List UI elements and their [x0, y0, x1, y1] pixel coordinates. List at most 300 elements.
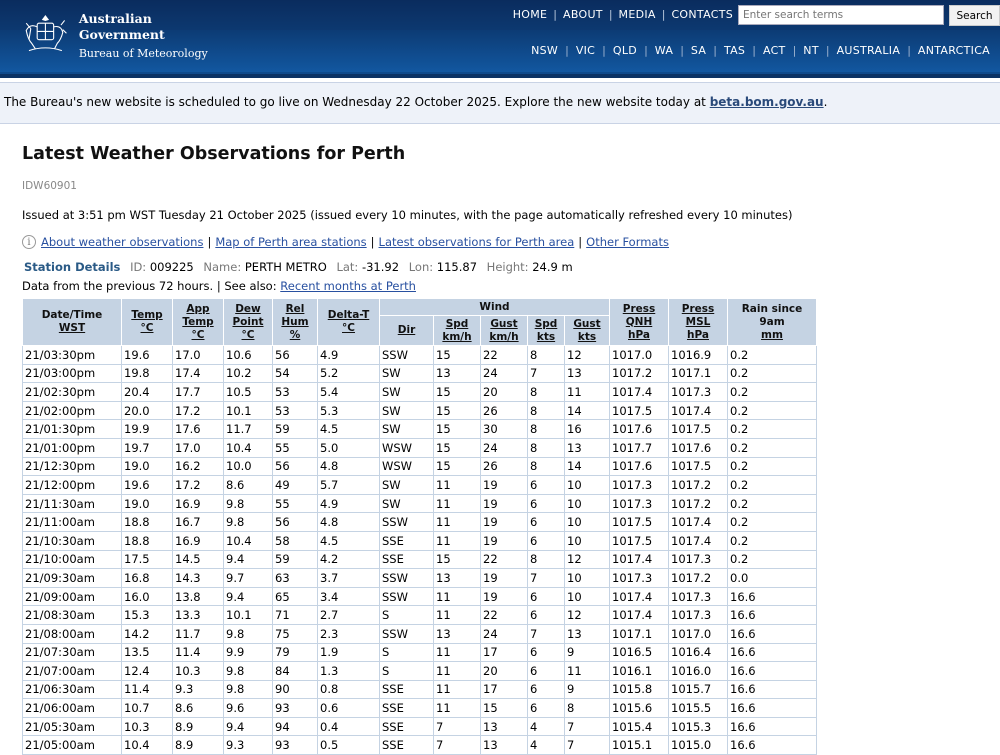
cell-app-temp: 11.4 — [173, 643, 224, 662]
cell-press-msl: 1016.4 — [669, 643, 728, 662]
cell-rel-hum: 54 — [273, 364, 318, 383]
nav-separator: | — [565, 44, 569, 57]
cell-wind-spd-kmh: 7 — [434, 717, 481, 736]
cell-wind-gust-kts: 13 — [565, 364, 610, 383]
station-lat: -31.92 — [361, 260, 400, 274]
header-datetime[interactable]: Date/Time WST — [23, 299, 122, 346]
region-australia[interactable]: AUSTRALIA — [836, 44, 901, 57]
cell-dew-point: 9.4 — [224, 550, 273, 569]
nav-separator: | — [644, 44, 648, 57]
station-id-label: ID: — [130, 260, 147, 274]
region-vic[interactable]: VIC — [575, 44, 596, 57]
cell-rain: 0.2 — [728, 476, 817, 495]
table-row — [23, 550, 817, 569]
cell-press-qnh: 1015.4 — [610, 717, 669, 736]
cell-rel-hum: 53 — [273, 401, 318, 420]
cell-wind-spd-kts: 6 — [528, 513, 565, 532]
cell-wind-spd-kmh: 11 — [434, 513, 481, 532]
cell-wind-dir: SSW — [380, 513, 434, 532]
table-row — [23, 346, 817, 365]
cell-press-msl: 1015.3 — [669, 717, 728, 736]
cell-delta-t: 4.8 — [318, 513, 380, 532]
cell-press-qnh: 1016.1 — [610, 662, 669, 681]
header-wind-spd-kmh[interactable]: Spd km/h — [434, 316, 481, 346]
cell-temp: 19.9 — [122, 420, 173, 439]
cell-delta-t: 0.5 — [318, 736, 380, 755]
station-details-label: Station Details — [24, 260, 121, 274]
cell-delta-t: 4.8 — [318, 457, 380, 476]
cell-wind-gust-kmh: 26 — [481, 457, 528, 476]
cell-wind-gust-kts: 10 — [565, 513, 610, 532]
cell-app-temp: 10.3 — [173, 662, 224, 681]
cell-delta-t: 4.5 — [318, 531, 380, 550]
cell-wind-spd-kmh: 11 — [434, 680, 481, 699]
cell-press-qnh: 1017.7 — [610, 438, 669, 457]
page-title: Latest Weather Observations for Perth — [22, 144, 406, 164]
cell-wind-dir: SW — [380, 383, 434, 402]
cell-app-temp: 17.7 — [173, 383, 224, 402]
cell-wind-gust-kts: 8 — [565, 699, 610, 718]
cell-dew-point: 9.8 — [224, 494, 273, 513]
station-lon: 115.87 — [436, 260, 478, 274]
region-nsw[interactable]: NSW — [531, 44, 559, 57]
cell-datetime: 21/10:00am — [23, 550, 122, 569]
cell-app-temp: 17.4 — [173, 364, 224, 383]
cell-temp: 18.8 — [122, 513, 173, 532]
cell-wind-spd-kts: 8 — [528, 346, 565, 365]
cell-wind-gust-kmh: 22 — [481, 606, 528, 625]
cell-wind-spd-kts: 6 — [528, 531, 565, 550]
nav-about[interactable]: ABOUT — [563, 8, 603, 21]
cell-delta-t: 5.0 — [318, 438, 380, 457]
cell-app-temp: 9.3 — [173, 680, 224, 699]
notice-text: The Bureau's new website is scheduled to go live on Wednesday 22 October 2025. Explore the new website today at — [4, 95, 710, 109]
region-antarctica[interactable]: ANTARCTICA — [917, 44, 990, 57]
cell-datetime: 21/11:00am — [23, 513, 122, 532]
cell-wind-gust-kmh: 19 — [481, 587, 528, 606]
nav-media[interactable]: MEDIA — [618, 8, 656, 21]
cell-wind-gust-kmh: 17 — [481, 680, 528, 699]
cell-rain: 0.0 — [728, 569, 817, 588]
data-from-label: Data from the previous 72 hours. | See also: — [22, 279, 281, 293]
cell-wind-gust-kmh: 24 — [481, 438, 528, 457]
cell-press-msl: 1017.1 — [669, 364, 728, 383]
region-act[interactable]: ACT — [762, 44, 786, 57]
cell-wind-dir: S — [380, 606, 434, 625]
cell-temp: 19.7 — [122, 438, 173, 457]
cell-press-msl: 1017.4 — [669, 531, 728, 550]
cell-press-qnh: 1017.5 — [610, 513, 669, 532]
cell-wind-gust-kmh: 17 — [481, 643, 528, 662]
cell-wind-spd-kts: 8 — [528, 457, 565, 476]
cell-rel-hum: 55 — [273, 494, 318, 513]
cell-wind-gust-kmh: 24 — [481, 624, 528, 643]
cell-delta-t: 2.3 — [318, 624, 380, 643]
cell-rel-hum: 56 — [273, 346, 318, 365]
link-separator: | — [370, 235, 375, 249]
cell-dew-point: 10.0 — [224, 457, 273, 476]
cell-delta-t: 2.7 — [318, 606, 380, 625]
cell-press-msl: 1017.5 — [669, 420, 728, 439]
cell-temp: 15.3 — [122, 606, 173, 625]
cell-temp: 20.0 — [122, 401, 173, 420]
cell-rel-hum: 65 — [273, 587, 318, 606]
cell-wind-spd-kmh: 11 — [434, 662, 481, 681]
cell-rain: 16.6 — [728, 606, 817, 625]
cell-press-msl: 1017.3 — [669, 550, 728, 569]
cell-rel-hum: 93 — [273, 699, 318, 718]
cell-rain: 0.2 — [728, 364, 817, 383]
cell-wind-spd-kts: 4 — [528, 736, 565, 755]
cell-wind-gust-kts: 14 — [565, 457, 610, 476]
cell-wind-dir: WSW — [380, 457, 434, 476]
cell-wind-gust-kmh: 20 — [481, 383, 528, 402]
cell-rain: 16.6 — [728, 736, 817, 755]
cell-wind-spd-kmh: 13 — [434, 624, 481, 643]
cell-app-temp: 16.9 — [173, 494, 224, 513]
cell-rain: 0.2 — [728, 550, 817, 569]
cell-rel-hum: 56 — [273, 457, 318, 476]
cell-wind-spd-kts: 8 — [528, 438, 565, 457]
nav-separator: | — [907, 44, 911, 57]
cell-delta-t: 3.4 — [318, 587, 380, 606]
header-dew-point[interactable]: Dew Point °C — [224, 299, 273, 346]
search-button[interactable]: Search — [949, 5, 1000, 26]
info-links — [22, 235, 669, 249]
cell-wind-spd-kts: 6 — [528, 606, 565, 625]
cell-delta-t: 0.6 — [318, 699, 380, 718]
region-qld[interactable]: QLD — [612, 44, 638, 57]
cell-rel-hum: 49 — [273, 476, 318, 495]
cell-rain: 0.2 — [728, 457, 817, 476]
nav-contacts[interactable]: CONTACTS — [671, 8, 733, 21]
beta-site-link[interactable]: beta.bom.gov.au — [709, 95, 824, 109]
cell-temp: 18.8 — [122, 531, 173, 550]
cell-press-qnh: 1015.1 — [610, 736, 669, 755]
cell-temp: 19.6 — [122, 346, 173, 365]
cell-press-qnh: 1017.4 — [610, 587, 669, 606]
recent-months-link[interactable]: Recent months at Perth — [280, 279, 416, 293]
table-row — [23, 699, 817, 718]
cell-wind-gust-kmh: 19 — [481, 569, 528, 588]
government-name: Australian Government — [78, 10, 165, 42]
cell-wind-spd-kmh: 15 — [434, 457, 481, 476]
region-nt[interactable]: NT — [803, 44, 819, 57]
cell-wind-spd-kmh: 11 — [434, 531, 481, 550]
header-wind-gust-kts[interactable]: Gust kts — [565, 316, 610, 346]
cell-wind-gust-kts: 12 — [565, 606, 610, 625]
cell-temp: 19.8 — [122, 364, 173, 383]
cell-wind-gust-kts: 10 — [565, 476, 610, 495]
cell-press-qnh: 1017.6 — [610, 420, 669, 439]
link-separator: | — [578, 235, 583, 249]
cell-datetime: 21/03:00pm — [23, 364, 122, 383]
cell-wind-gust-kts: 10 — [565, 531, 610, 550]
cell-rain: 0.2 — [728, 513, 817, 532]
cell-wind-spd-kmh: 11 — [434, 643, 481, 662]
cell-rel-hum: 59 — [273, 550, 318, 569]
cell-wind-dir: SW — [380, 476, 434, 495]
cell-wind-dir: SSE — [380, 680, 434, 699]
data-from-text — [22, 279, 416, 293]
nav-separator: | — [752, 44, 756, 57]
station-height-label: Height: — [486, 260, 529, 274]
cell-dew-point: 9.4 — [224, 717, 273, 736]
header-rel-hum[interactable]: Rel Hum % — [273, 299, 318, 346]
cell-app-temp: 17.6 — [173, 420, 224, 439]
cell-wind-dir: SSW — [380, 624, 434, 643]
cell-press-qnh: 1017.5 — [610, 531, 669, 550]
cell-temp: 19.0 — [122, 494, 173, 513]
cell-rel-hum: 90 — [273, 680, 318, 699]
cell-press-msl: 1017.2 — [669, 476, 728, 495]
station-id: 009225 — [149, 260, 194, 274]
cell-wind-dir: SSW — [380, 346, 434, 365]
cell-wind-gust-kmh: 30 — [481, 420, 528, 439]
nav-separator: | — [825, 44, 830, 57]
link-separator: | — [207, 235, 212, 249]
cell-delta-t: 0.8 — [318, 680, 380, 699]
observations-table — [22, 298, 817, 755]
cell-delta-t: 4.5 — [318, 420, 380, 439]
cell-dew-point: 9.6 — [224, 699, 273, 718]
cell-wind-spd-kmh: 15 — [434, 383, 481, 402]
cell-rain: 0.2 — [728, 531, 817, 550]
cell-app-temp: 17.2 — [173, 476, 224, 495]
header-rain[interactable]: Rain since 9am mm — [728, 299, 817, 346]
cell-wind-gust-kts: 13 — [565, 624, 610, 643]
product-id: IDW60901 — [22, 180, 77, 192]
cell-rain: 16.6 — [728, 643, 817, 662]
cell-app-temp: 16.9 — [173, 531, 224, 550]
map-stations-link[interactable]: Map of Perth area stations — [215, 235, 367, 249]
new-website-notice — [0, 82, 1000, 124]
station-lon-label: Lon: — [408, 260, 434, 274]
cell-press-msl: 1016.9 — [669, 346, 728, 365]
cell-press-qnh: 1017.2 — [610, 364, 669, 383]
cell-rain: 0.2 — [728, 494, 817, 513]
latest-area-link[interactable]: Latest observations for Perth area — [378, 235, 575, 249]
cell-temp: 16.8 — [122, 569, 173, 588]
cell-press-msl: 1017.2 — [669, 569, 728, 588]
cell-dew-point: 10.6 — [224, 346, 273, 365]
cell-wind-dir: S — [380, 662, 434, 681]
header-wind-spd-kts[interactable]: Spd kts — [528, 316, 565, 346]
cell-wind-spd-kts: 6 — [528, 680, 565, 699]
cell-dew-point: 10.2 — [224, 364, 273, 383]
cell-wind-spd-kmh: 11 — [434, 476, 481, 495]
header-wind-dir[interactable]: Dir — [380, 316, 434, 346]
cell-app-temp: 8.9 — [173, 736, 224, 755]
nav-separator: | — [608, 8, 613, 21]
table-row — [23, 438, 817, 457]
cell-press-qnh: 1015.6 — [610, 699, 669, 718]
cell-datetime: 21/08:00am — [23, 624, 122, 643]
cell-wind-spd-kts: 7 — [528, 569, 565, 588]
table-row — [23, 624, 817, 643]
cell-datetime: 21/12:30pm — [23, 457, 122, 476]
cell-wind-gust-kmh: 15 — [481, 699, 528, 718]
cell-press-msl: 1017.4 — [669, 513, 728, 532]
coat-of-arms-icon — [18, 10, 73, 62]
cell-press-msl: 1017.2 — [669, 494, 728, 513]
cell-wind-spd-kts: 7 — [528, 364, 565, 383]
cell-dew-point: 8.6 — [224, 476, 273, 495]
station-lat-label: Lat: — [336, 260, 359, 274]
cell-press-qnh: 1017.3 — [610, 494, 669, 513]
cell-temp: 11.4 — [122, 680, 173, 699]
nav-separator: | — [792, 44, 797, 57]
table-row — [23, 662, 817, 681]
cell-dew-point: 9.8 — [224, 680, 273, 699]
header-app-temp[interactable]: App Temp °C — [173, 299, 224, 346]
cell-app-temp: 8.9 — [173, 717, 224, 736]
top-nav — [513, 8, 733, 21]
cell-rel-hum: 94 — [273, 717, 318, 736]
cell-dew-point: 9.3 — [224, 736, 273, 755]
cell-temp: 17.5 — [122, 550, 173, 569]
cell-wind-gust-kmh: 24 — [481, 364, 528, 383]
cell-rain: 16.6 — [728, 587, 817, 606]
observations-body — [23, 346, 817, 755]
header-press-qnh[interactable]: Press QNH hPa — [610, 299, 669, 346]
cell-dew-point: 9.8 — [224, 513, 273, 532]
cell-rain: 16.6 — [728, 717, 817, 736]
table-row — [23, 457, 817, 476]
cell-dew-point: 10.1 — [224, 606, 273, 625]
cell-wind-gust-kmh: 22 — [481, 550, 528, 569]
cell-press-qnh: 1017.6 — [610, 457, 669, 476]
cell-temp: 10.4 — [122, 736, 173, 755]
cell-datetime: 21/10:30am — [23, 531, 122, 550]
table-row — [23, 643, 817, 662]
cell-datetime: 21/01:00pm — [23, 438, 122, 457]
cell-wind-spd-kmh: 15 — [434, 550, 481, 569]
region-sa[interactable]: SA — [690, 44, 707, 57]
cell-rel-hum: 58 — [273, 531, 318, 550]
cell-app-temp: 8.6 — [173, 699, 224, 718]
cell-dew-point: 10.4 — [224, 531, 273, 550]
header-wind: Wind — [380, 299, 610, 316]
region-wa[interactable]: WA — [654, 44, 674, 57]
table-row — [23, 420, 817, 439]
cell-delta-t: 3.7 — [318, 569, 380, 588]
cell-delta-t: 5.7 — [318, 476, 380, 495]
cell-datetime: 21/07:30am — [23, 643, 122, 662]
station-name-label: Name: — [203, 260, 242, 274]
region-tas[interactable]: TAS — [723, 44, 746, 57]
cell-wind-spd-kmh: 11 — [434, 494, 481, 513]
search-input[interactable] — [738, 5, 944, 25]
cell-wind-spd-kts: 6 — [528, 494, 565, 513]
cell-rain: 16.6 — [728, 624, 817, 643]
cell-temp: 12.4 — [122, 662, 173, 681]
cell-press-qnh: 1017.0 — [610, 346, 669, 365]
cell-wind-spd-kts: 6 — [528, 662, 565, 681]
cell-datetime: 21/01:30pm — [23, 420, 122, 439]
cell-temp: 14.2 — [122, 624, 173, 643]
cell-rel-hum: 84 — [273, 662, 318, 681]
cell-rain: 16.6 — [728, 680, 817, 699]
cell-datetime: 21/09:30am — [23, 569, 122, 588]
cell-rel-hum: 63 — [273, 569, 318, 588]
table-row — [23, 717, 817, 736]
cell-app-temp: 14.5 — [173, 550, 224, 569]
table-row — [23, 401, 817, 420]
cell-delta-t: 0.4 — [318, 717, 380, 736]
cell-datetime: 21/02:00pm — [23, 401, 122, 420]
nav-separator: | — [680, 44, 684, 57]
cell-rain: 0.2 — [728, 401, 817, 420]
station-name: PERTH METRO — [244, 260, 327, 274]
cell-wind-gust-kmh: 26 — [481, 401, 528, 420]
cell-wind-dir: SW — [380, 401, 434, 420]
cell-wind-gust-kts: 7 — [565, 717, 610, 736]
site-logo[interactable] — [18, 10, 228, 62]
table-row — [23, 606, 817, 625]
region-nav — [531, 44, 990, 57]
issued-text: Issued at 3:51 pm WST Tuesday 21 October 2025 (issued every 10 minutes, with the page automatically refreshed every 10 minutes) — [22, 208, 793, 222]
cell-delta-t: 5.3 — [318, 401, 380, 420]
table-row — [23, 383, 817, 402]
cell-press-msl: 1015.7 — [669, 680, 728, 699]
cell-datetime: 21/05:00am — [23, 736, 122, 755]
cell-datetime: 21/06:00am — [23, 699, 122, 718]
cell-wind-gust-kts: 9 — [565, 643, 610, 662]
cell-rain: 0.2 — [728, 438, 817, 457]
cell-app-temp: 11.7 — [173, 624, 224, 643]
cell-rel-hum: 59 — [273, 420, 318, 439]
cell-wind-gust-kmh: 13 — [481, 736, 528, 755]
cell-wind-gust-kts: 11 — [565, 383, 610, 402]
cell-press-msl: 1017.3 — [669, 606, 728, 625]
cell-rel-hum: 56 — [273, 513, 318, 532]
cell-dew-point: 9.7 — [224, 569, 273, 588]
cell-press-qnh: 1017.4 — [610, 383, 669, 402]
cell-wind-spd-kmh: 11 — [434, 699, 481, 718]
header-press-msl[interactable]: Press MSL hPa — [669, 299, 728, 346]
other-formats-link[interactable]: Other Formats — [586, 235, 669, 249]
cell-app-temp: 16.7 — [173, 513, 224, 532]
header-temp[interactable]: Temp °C — [122, 299, 173, 346]
cell-wind-gust-kmh: 19 — [481, 494, 528, 513]
cell-wind-spd-kts: 6 — [528, 699, 565, 718]
cell-app-temp: 13.8 — [173, 587, 224, 606]
about-observations-link[interactable]: About weather observations — [41, 235, 204, 249]
cell-temp: 19.6 — [122, 476, 173, 495]
cell-dew-point: 11.7 — [224, 420, 273, 439]
cell-datetime: 21/09:00am — [23, 587, 122, 606]
cell-delta-t: 5.2 — [318, 364, 380, 383]
cell-delta-t: 4.2 — [318, 550, 380, 569]
cell-wind-dir: SW — [380, 420, 434, 439]
nav-separator: | — [661, 8, 666, 21]
header-delta-t[interactable]: Delta-T °C — [318, 299, 380, 346]
cell-rel-hum: 71 — [273, 606, 318, 625]
header-wind-gust-kmh[interactable]: Gust km/h — [481, 316, 528, 346]
cell-rel-hum: 75 — [273, 624, 318, 643]
cell-wind-gust-kts: 12 — [565, 346, 610, 365]
cell-temp: 10.3 — [122, 717, 173, 736]
cell-press-qnh: 1017.4 — [610, 550, 669, 569]
table-row — [23, 513, 817, 532]
cell-wind-gust-kts: 11 — [565, 662, 610, 681]
table-row — [23, 680, 817, 699]
nav-home[interactable]: HOME — [512, 8, 548, 21]
cell-rain: 16.6 — [728, 662, 817, 681]
cell-press-qnh: 1016.5 — [610, 643, 669, 662]
cell-wind-gust-kts: 10 — [565, 587, 610, 606]
